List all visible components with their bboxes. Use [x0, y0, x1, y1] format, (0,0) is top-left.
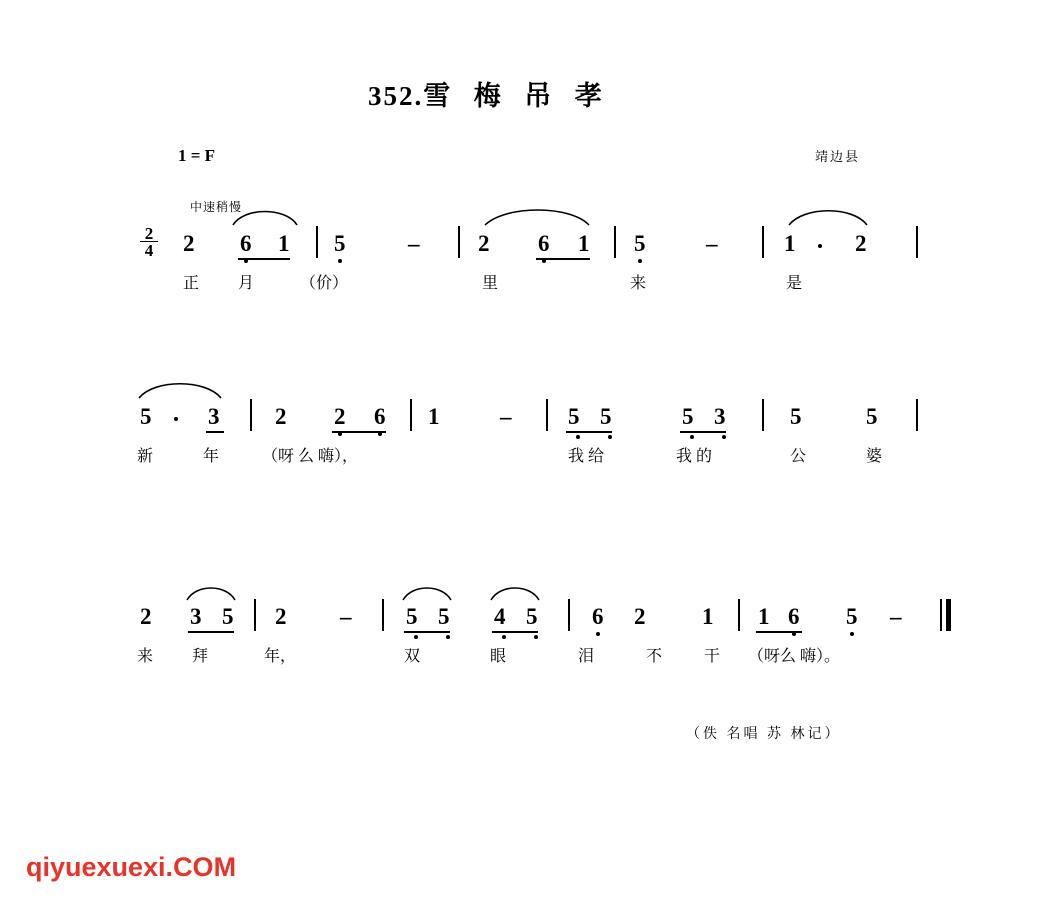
- note: 3: [714, 404, 726, 429]
- barline: [250, 399, 252, 431]
- time-signature-denominator: 4: [140, 241, 158, 258]
- title-number: 352.: [368, 81, 424, 111]
- lyric: 我 给: [568, 448, 605, 465]
- slur-icon: [184, 582, 238, 602]
- note: 1: [428, 404, 440, 429]
- note-extension-dash: –: [706, 231, 718, 256]
- barline: [762, 226, 764, 258]
- lyric: 来: [137, 648, 154, 665]
- barline: [546, 399, 548, 431]
- slur-icon: [786, 205, 870, 227]
- time-signature: [140, 226, 158, 258]
- note: 2: [634, 604, 646, 629]
- barline: [458, 226, 460, 258]
- note: 5: [600, 404, 612, 429]
- note-extension-dash: –: [408, 231, 420, 256]
- beam: [332, 431, 386, 433]
- note: 5: [790, 404, 802, 429]
- credit-line: （佚 名唱 苏 林记）: [686, 727, 842, 742]
- lyric: （呀 么 嗨），: [262, 448, 359, 465]
- lyric: 不: [646, 648, 663, 665]
- note-low-octave-dot: [414, 635, 418, 639]
- lyric: 我 的: [676, 448, 713, 465]
- lyric: 年，: [264, 648, 297, 665]
- note-extension-dash: –: [340, 604, 352, 629]
- lyric: 新: [137, 448, 154, 465]
- note-low-octave-dot: [690, 435, 694, 439]
- note: 1: [758, 604, 770, 629]
- barline: [382, 599, 384, 631]
- slur-icon: [482, 205, 592, 227]
- note: 5: [682, 404, 694, 429]
- note: 2: [855, 231, 867, 256]
- note-low-octave-dot: [722, 435, 726, 439]
- note: 5: [526, 604, 538, 629]
- lyric: 拜: [192, 648, 209, 665]
- lyric: 月: [238, 275, 255, 292]
- barline: [762, 399, 764, 431]
- barline: [916, 399, 918, 431]
- note: 5: [438, 604, 450, 629]
- lyric: 婆: [866, 448, 883, 465]
- lyric: 公: [790, 448, 807, 465]
- beam: [566, 431, 612, 433]
- key-signature: 1 = F: [178, 146, 216, 165]
- beam: [206, 431, 224, 433]
- note-low-octave-dot: [502, 635, 506, 639]
- note: 6: [592, 604, 604, 629]
- note: 6: [240, 231, 252, 256]
- note: 5: [406, 604, 418, 629]
- lyric: 泪: [578, 648, 595, 665]
- note: 1: [702, 604, 714, 629]
- note: 2: [183, 231, 195, 256]
- note: 6: [538, 231, 550, 256]
- note: 2: [478, 231, 490, 256]
- lyric: 干: [704, 648, 721, 665]
- note-extension-dash: –: [890, 604, 902, 629]
- beam: [756, 631, 802, 633]
- note: 2: [334, 404, 346, 429]
- region-label: 靖边县: [815, 149, 861, 164]
- augmentation-dot: [174, 417, 178, 421]
- barline: [410, 399, 412, 431]
- lyric: 是: [786, 275, 803, 292]
- page-title: [368, 74, 610, 113]
- note: 2: [275, 404, 287, 429]
- note: 5: [140, 404, 152, 429]
- beam: [492, 631, 538, 633]
- note: 2: [275, 604, 287, 629]
- note: 6: [788, 604, 800, 629]
- beam: [536, 258, 590, 260]
- augmentation-dot: [818, 244, 822, 248]
- slur-icon: [230, 205, 300, 227]
- lyric: （价）: [300, 275, 349, 292]
- lyric: （呀么 嗨）。: [748, 648, 841, 665]
- note: 5: [634, 231, 646, 256]
- note: 5: [222, 604, 234, 629]
- lyric: 双: [404, 648, 421, 665]
- watermark: qiyuexuexi.COM: [26, 852, 237, 882]
- beam: [680, 431, 726, 433]
- note-low-octave-dot: [534, 635, 538, 639]
- note dot-under: 5: [568, 404, 580, 429]
- lyric: 正: [183, 275, 200, 292]
- beam: [404, 631, 450, 633]
- note-low-octave-dot: [576, 435, 580, 439]
- title-text: 雪 梅 吊 孝: [423, 81, 610, 111]
- time-signature-numerator: 2: [144, 224, 154, 243]
- note: 3: [190, 604, 202, 629]
- slur-icon: [136, 378, 224, 400]
- note: 1: [578, 231, 590, 256]
- note: 5: [334, 231, 346, 256]
- note: 5: [866, 404, 878, 429]
- beam: [238, 258, 290, 260]
- note-extension-dash: –: [500, 404, 512, 429]
- lyric: 来: [630, 275, 647, 292]
- barline: [254, 599, 256, 631]
- lyric: 年: [203, 448, 220, 465]
- slur-icon: [488, 582, 542, 602]
- final-barline: [940, 599, 942, 631]
- tempo-marking: 中速稍慢: [190, 200, 243, 214]
- barline: [614, 226, 616, 258]
- note-low-octave-dot: [446, 635, 450, 639]
- note: 3: [208, 404, 220, 429]
- note: 5: [846, 604, 858, 629]
- lyric: 里: [482, 275, 499, 292]
- note: 2: [140, 604, 152, 629]
- lyric: 眼: [490, 648, 507, 665]
- note: 6: [374, 404, 386, 429]
- beam: [188, 631, 234, 633]
- slur-icon: [400, 582, 454, 602]
- note: 1: [784, 231, 796, 256]
- barline: [916, 226, 918, 258]
- note: 4: [494, 604, 506, 629]
- note-low-octave-dot: [608, 435, 612, 439]
- final-barline-thick: [946, 599, 951, 631]
- note: 1: [278, 231, 290, 256]
- barline: [316, 226, 318, 258]
- barline: [568, 599, 570, 631]
- barline: [738, 599, 740, 631]
